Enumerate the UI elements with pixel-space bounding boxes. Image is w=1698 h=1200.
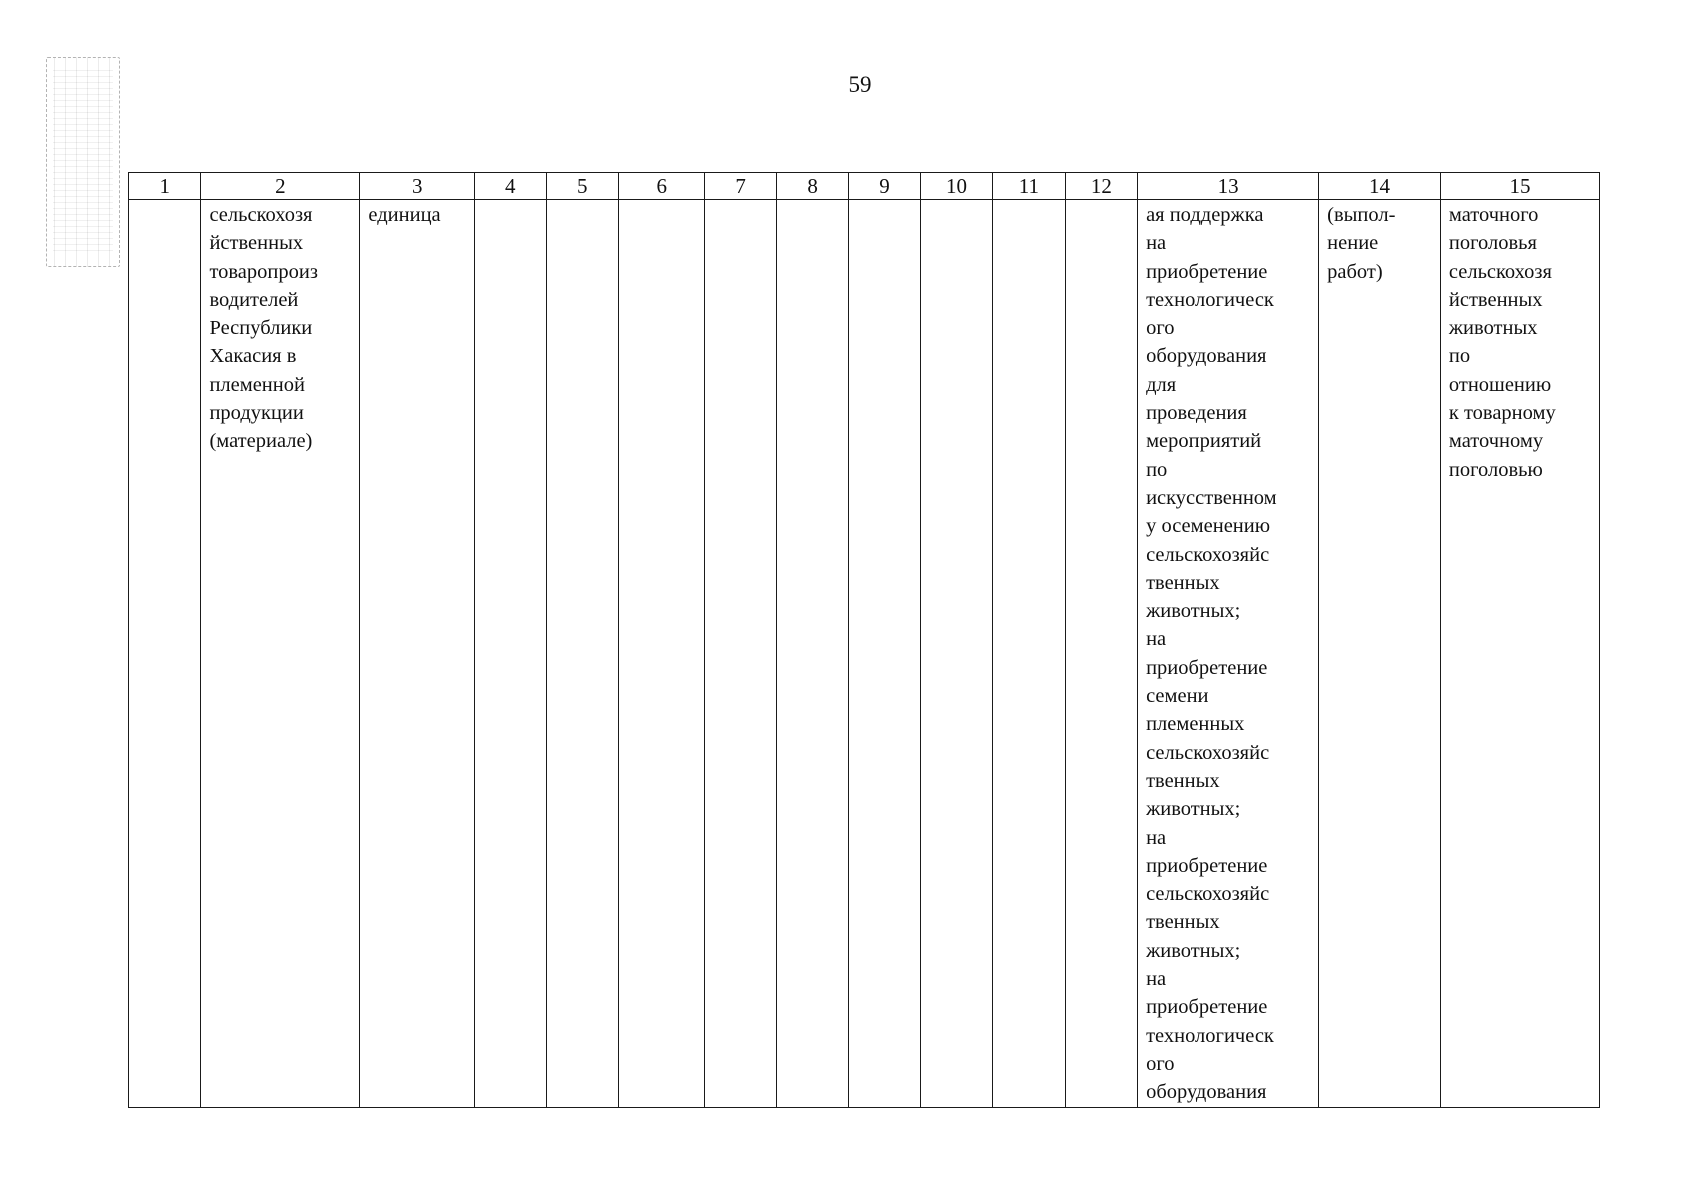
cell-line: йственных [1448, 288, 1543, 311]
column-header: 10 [920, 173, 992, 200]
table-cell [1440, 200, 1599, 1108]
cell-text [1441, 200, 1599, 484]
column-header: 13 [1138, 173, 1319, 200]
cell-line: ого [1146, 1052, 1175, 1075]
cell-line: приобретение [1146, 260, 1268, 283]
cell-line: на [1146, 628, 1167, 651]
cell-line: сельскохозяйс [1146, 741, 1270, 764]
cell-line: продукции [209, 402, 304, 425]
cell-line: сельскохозяйс [1146, 543, 1270, 566]
cell-line: семени [1146, 685, 1209, 708]
cell-line: маточному [1448, 430, 1544, 453]
column-header: 15 [1440, 173, 1599, 200]
cell-line: сельскохозя [209, 204, 313, 226]
table-cell [1319, 200, 1441, 1108]
document-table [128, 172, 1600, 1108]
cell-text [1319, 200, 1440, 286]
table-cell [360, 200, 475, 1108]
cell-line: маточного [1448, 204, 1539, 226]
cell-line: работ) [1327, 260, 1383, 283]
cell-line: племенных [1146, 713, 1245, 736]
cell-line: ая поддержка [1146, 204, 1264, 226]
cell-line: приобретение [1146, 996, 1268, 1019]
cell-line: ого [1146, 317, 1175, 340]
cell-line: отношению [1448, 373, 1552, 396]
column-header: 1 [129, 173, 201, 200]
column-number-row [129, 173, 1600, 200]
cell-line: товаропроиз [209, 260, 318, 283]
cell-text [360, 200, 474, 229]
cell-line: по [1146, 458, 1168, 481]
cell-line: на [1146, 968, 1167, 991]
cell-line: поголовью [1448, 458, 1543, 481]
table-cell [920, 200, 992, 1108]
cell-line: (материале) [209, 430, 313, 453]
cell-line: проведения [1146, 402, 1247, 425]
cell-line: приобретение [1146, 656, 1268, 679]
column-header: 14 [1319, 173, 1441, 200]
cell-line: водителей [209, 288, 299, 311]
column-header: 6 [618, 173, 705, 200]
table-cell [776, 200, 848, 1108]
cell-line: на [1146, 232, 1167, 255]
cell-line: на [1146, 826, 1167, 849]
cell-line: твенных [1146, 911, 1220, 934]
cell-line: твенных [1146, 571, 1220, 594]
cell-line: Хакасия в [209, 345, 297, 368]
cell-line: к товарному [1448, 402, 1556, 425]
table-cell [1138, 200, 1319, 1108]
cell-line: единица [368, 204, 441, 226]
table-cell [1065, 200, 1137, 1108]
column-header: 3 [360, 173, 475, 200]
cell-line: животных [1448, 317, 1538, 340]
cell-line: животных; [1146, 600, 1241, 623]
column-header: 8 [776, 173, 848, 200]
cell-line: (выпол- [1327, 204, 1396, 226]
cell-line: твенных [1146, 769, 1220, 792]
cell-line: для [1146, 373, 1177, 396]
cell-line: технологическ [1146, 288, 1274, 311]
table-cell [129, 200, 201, 1108]
table-cell [618, 200, 705, 1108]
cell-line: оборудования [1146, 1081, 1267, 1104]
cell-line: мероприятий [1146, 430, 1262, 453]
cell-line: искусственном [1146, 486, 1277, 509]
cell-text [201, 200, 359, 456]
page-number: 59 [848, 72, 872, 97]
table-cell [849, 200, 920, 1108]
archive-stamp [46, 57, 120, 267]
table-cell [546, 200, 618, 1108]
cell-line: Республики [209, 317, 313, 340]
cell-line: по [1448, 345, 1471, 368]
table-cell [705, 200, 776, 1108]
cell-line: технологическ [1146, 1024, 1274, 1047]
cell-line: племенной [209, 373, 305, 396]
column-header: 7 [705, 173, 776, 200]
cell-text [1138, 200, 1318, 1107]
cell-line: йственных [209, 232, 304, 255]
column-header: 9 [849, 173, 920, 200]
table-cell [993, 200, 1065, 1108]
cell-line: животных; [1146, 939, 1241, 962]
table-cell [475, 200, 546, 1108]
cell-line: поголовья [1448, 232, 1537, 255]
column-header: 5 [546, 173, 618, 200]
cell-line: сельскохозяйс [1146, 883, 1270, 906]
cell-line: приобретение [1146, 854, 1268, 877]
column-header: 12 [1065, 173, 1137, 200]
cell-line: у осеменению [1146, 515, 1271, 538]
cell-line: нение [1327, 232, 1379, 255]
column-header: 4 [475, 173, 546, 200]
column-header: 11 [993, 173, 1065, 200]
table-row [129, 200, 1600, 1108]
table-cell [201, 200, 360, 1108]
cell-line: оборудования [1146, 345, 1267, 368]
cell-line: сельскохозя [1448, 260, 1552, 283]
cell-line: животных; [1146, 798, 1241, 821]
column-header: 2 [201, 173, 360, 200]
